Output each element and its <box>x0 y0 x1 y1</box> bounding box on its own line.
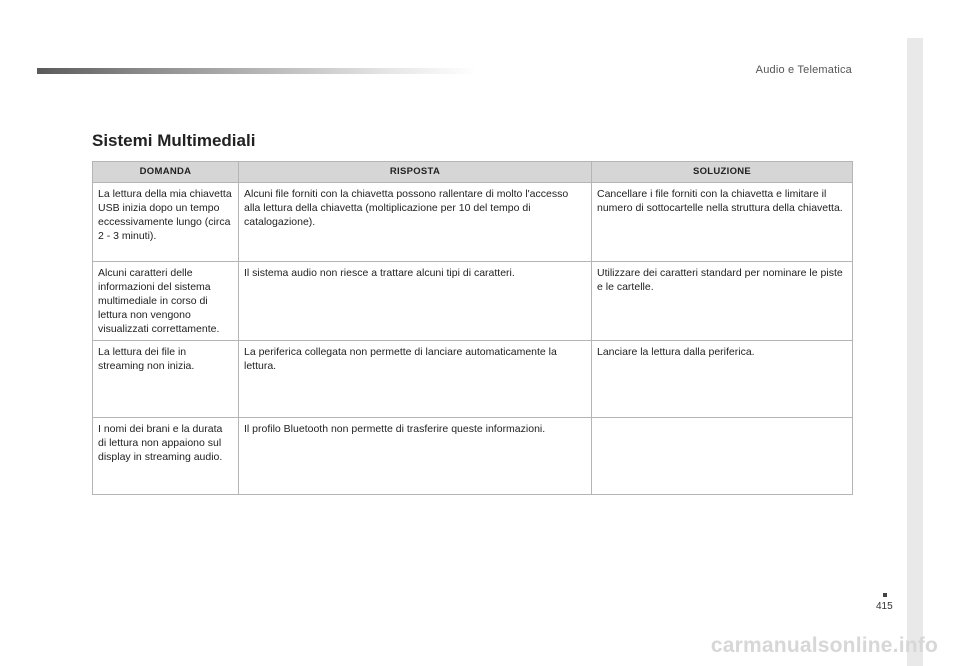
cell-domanda: La lettura dei file in streaming non inizia. <box>93 341 239 418</box>
column-header-soluzione: SOLUZIONE <box>592 162 853 183</box>
cell-soluzione: Lanciare la lettura dalla periferica. <box>592 341 853 418</box>
cell-risposta: Il profilo Bluetooth non permette di trasferire queste informazioni. <box>239 418 592 495</box>
cell-domanda: La lettura della mia chiavetta USB inizia dopo un tempo eccessivamente lungo (circa 2 - 3 minuti). <box>93 183 239 262</box>
cell-soluzione: Utilizzare dei caratteri standard per nominare le piste e le cartelle. <box>592 262 853 341</box>
header-gradient-bar <box>37 68 477 74</box>
cell-domanda: I nomi dei brani e la durata di lettura non appaiono sul display in streaming audio. <box>93 418 239 495</box>
table-row <box>93 341 853 418</box>
page-title: Sistemi Multimediali <box>92 131 256 150</box>
table-row <box>93 183 853 262</box>
cell-domanda: Alcuni caratteri delle informazioni del sistema multimediale in corso di lettura non vengono visualizzati correttamente. <box>93 262 239 341</box>
page-marker <box>883 593 887 597</box>
table-row <box>93 418 853 495</box>
table-header-row <box>93 162 853 183</box>
cell-soluzione: Cancellare i file forniti con la chiavetta e limitare il numero di sottocartelle nella struttura della chiavetta. <box>592 183 853 262</box>
column-header-domanda: DOMANDA <box>93 162 239 183</box>
cell-risposta: Alcuni file forniti con la chiavetta possono rallentare di molto l'accesso alla lettura della chiavetta (moltiplicazione per 10 del tempo di catalogazione). <box>239 183 592 262</box>
table-row <box>93 262 853 341</box>
cell-soluzione <box>592 418 853 495</box>
page-side-strip <box>907 38 923 666</box>
watermark-text: carmanualsonline.info <box>710 634 938 657</box>
cell-risposta: Il sistema audio non riesce a trattare alcuni tipi di caratteri. <box>239 262 592 341</box>
cell-risposta: La periferica collegata non permette di lanciare automaticamente la lettura. <box>239 341 592 418</box>
section-label: Audio e Telematica <box>755 64 852 76</box>
page-number: 415 <box>876 601 893 612</box>
column-header-risposta: RISPOSTA <box>239 162 592 183</box>
faq-table <box>92 161 853 495</box>
